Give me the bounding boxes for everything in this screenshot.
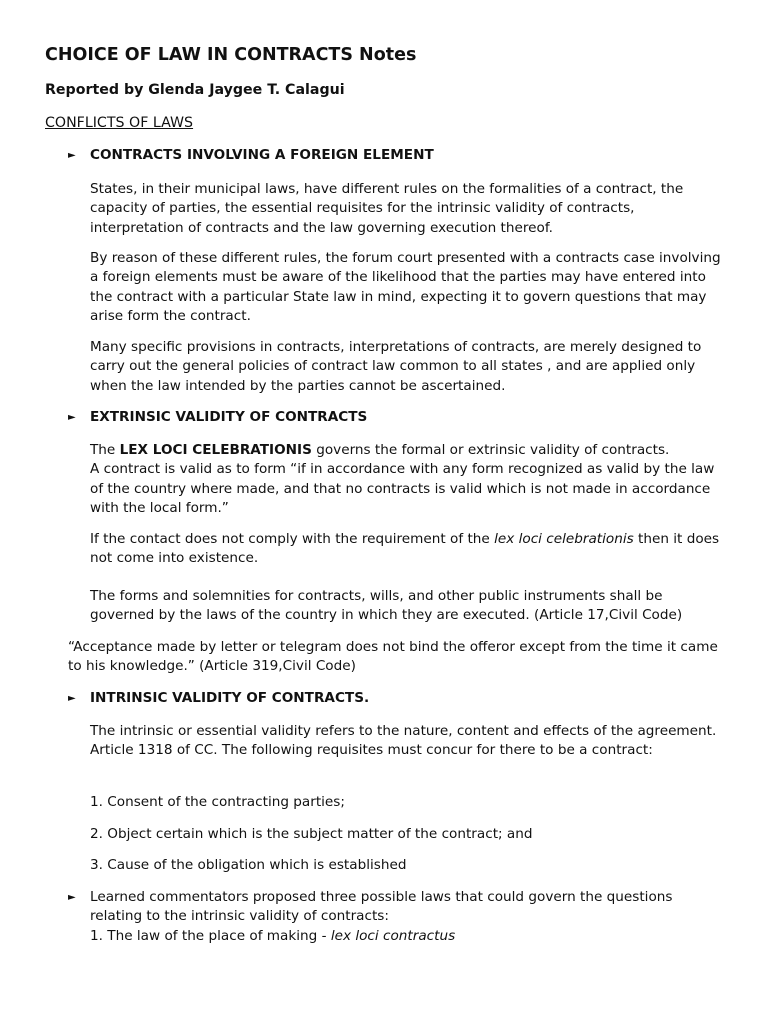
italic-term: lex loci celebrationis bbox=[494, 531, 634, 547]
heading-text: INTRINSIC VALIDITY OF CONTRACTS. bbox=[90, 690, 370, 706]
document-title: CHOICE OF LAW IN CONTRACTS Notes bbox=[45, 45, 417, 65]
bullet-arrow-icon: ► bbox=[68, 892, 76, 903]
paragraph bbox=[90, 530, 730, 569]
reporter-line: Reported by Glenda Jaygee T. Calagui bbox=[45, 82, 345, 98]
bullet-arrow-icon: ► bbox=[68, 412, 76, 423]
text-span: 1. The law of the place of making - bbox=[90, 927, 331, 944]
paragraph bbox=[90, 441, 730, 519]
list-item: 3. Cause of the obligation which is established bbox=[90, 857, 407, 873]
list-item: 1. Consent of the contracting parties; bbox=[90, 794, 345, 810]
list-item: 2. Object certain which is the subject matter of the contract; and bbox=[90, 826, 533, 842]
text-span: The bbox=[90, 442, 120, 458]
quote-paragraph: “Acceptance made by letter or telegram does not bind the offeror except from the time it came to his knowledge.” (Article 319,Civil Code) bbox=[68, 639, 718, 675]
heading-text: CONTRACTS INVOLVING A FOREIGN ELEMENT bbox=[90, 147, 434, 163]
paragraph bbox=[90, 722, 730, 761]
bullet-arrow-icon: ► bbox=[68, 150, 76, 161]
paragraph: Many specific provisions in contracts, interpretations of contracts, are merely designed to carry out the general policies of contract law common to all states , and are applied only when the law intended by the parties cannot be ascertained. bbox=[90, 339, 702, 394]
text-span: governs the formal or extrinsic validity of contracts. bbox=[311, 442, 670, 458]
paragraph: By reason of these different rules, the forum court presented with a contracts case involving a foreign elements must be aware of the likelihood that the parties may have entered into the contract with a particular State law in mind, expecting it to govern questions that may arise form the contract. bbox=[90, 250, 721, 325]
italic-term: lex loci contractus bbox=[330, 927, 456, 944]
text-span: A contract is valid as to form “if in accordance with any form recognized as valid by the law of the country where made, and that no contracts is valid which is not made in accordance with the local form.” bbox=[90, 461, 715, 517]
text-span: If the contact does not comply with the requirement of the bbox=[90, 531, 495, 547]
bullet-heading-foreign-element bbox=[68, 146, 434, 165]
text-span: Learned commentators proposed three possible laws that could govern the questions relating to the intrinsic validity of contracts: bbox=[90, 889, 673, 925]
bullet-paragraph bbox=[68, 888, 728, 946]
section-heading: CONFLICTS OF LAWS bbox=[45, 115, 194, 131]
heading-text: EXTRINSIC VALIDITY OF CONTRACTS bbox=[90, 409, 368, 425]
paragraph: The forms and solemnities for contracts, wills, and other public instruments shall be governed by the laws of the country in which they are executed. (Article 17,Civil Code) bbox=[90, 588, 683, 624]
text-span: then it does not come into existence. bbox=[90, 531, 720, 567]
text-span: Article 1318 of CC. The following requisites must concur for there to be a contract: bbox=[90, 742, 653, 759]
paragraph: States, in their municipal laws, have different rules on the formalities of a contract, the capacity of parties, the essential requisites for the intrinsic validity of contracts, interpretation of contracts and the law governing execution thereof. bbox=[90, 181, 684, 236]
paragraph-body bbox=[90, 888, 728, 946]
bold-term: LEX LOCI CELEBRATIONIS bbox=[119, 442, 312, 458]
bullet-arrow-icon: ► bbox=[68, 693, 76, 704]
text-span: The intrinsic or essential validity refers to the nature, content and effects of the agreement. bbox=[90, 723, 717, 739]
bullet-heading-intrinsic-validity bbox=[68, 689, 369, 708]
bullet-heading-extrinsic-validity bbox=[68, 408, 367, 427]
